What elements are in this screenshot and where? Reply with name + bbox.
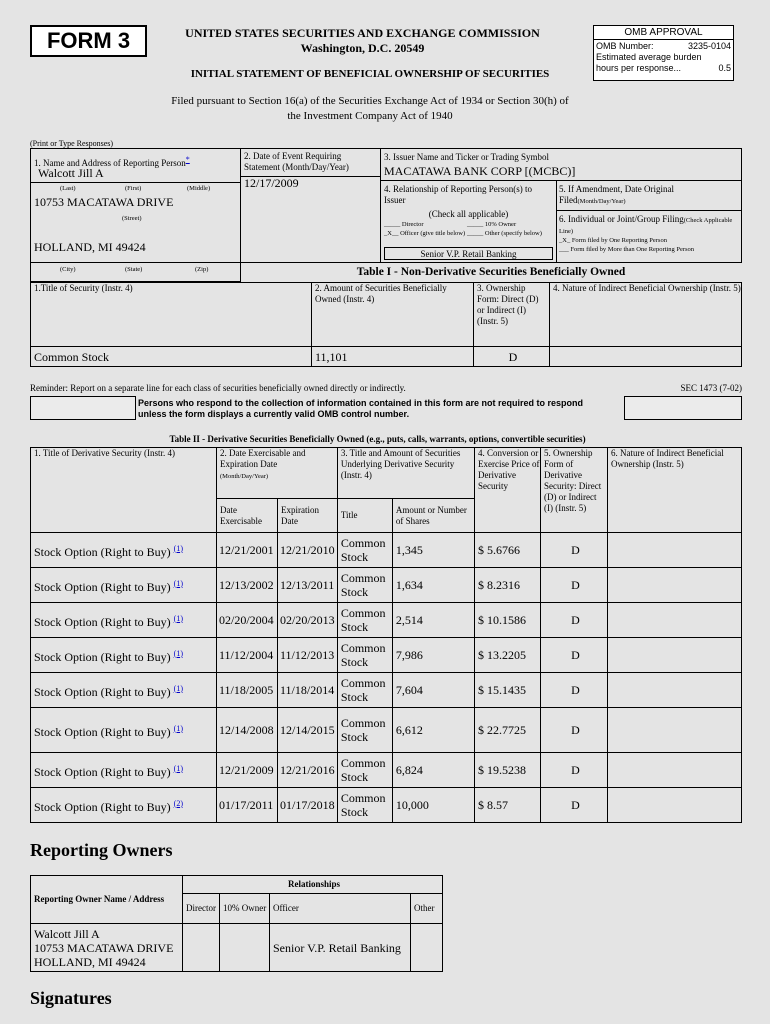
exercise-price: $ 10.1586 — [475, 603, 541, 638]
reminder-text: Reminder: Report on a separate line for each class of securities beneficially owned directly or indirectly. — [30, 383, 406, 393]
nature-indirect — [608, 673, 742, 708]
table1-nature — [550, 347, 742, 367]
issuer-value: MACATAWA BANK CORP [(MCBC)] — [384, 164, 576, 178]
exercise-price: $ 22.7725 — [475, 708, 541, 753]
footnote-star-link[interactable]: * — [185, 155, 190, 164]
issuer-label: 3. Issuer Name and Ticker or Trading Symbol — [384, 152, 549, 162]
state-label: (State) — [125, 266, 143, 273]
table-row — [31, 673, 742, 708]
table-row — [31, 753, 742, 788]
officer-header: Officer — [270, 894, 411, 924]
zip-label: (Zip) — [195, 266, 209, 273]
footnote-link[interactable]: (1) — [173, 613, 183, 623]
derivative-title: Stock Option (Right to Buy) $^{(1)}$ — [31, 638, 217, 673]
ownership-form: D — [541, 753, 608, 788]
director-option[interactable]: _____ Director — [384, 221, 424, 228]
owner-name-header: Reporting Owner Name / Address — [31, 876, 183, 924]
table2-col3b: Amount or Number of Shares — [392, 499, 474, 533]
ten-percent-header: 10% Owner — [220, 894, 270, 924]
table-row — [31, 568, 742, 603]
middle-label: (Middle) — [187, 185, 211, 192]
street-value: 10753 MACATAWA DRIVE — [34, 195, 174, 209]
agency-location: Washington, D.C. 20549 — [300, 41, 425, 55]
footnote-link[interactable]: (1) — [173, 683, 183, 693]
sec-code: SEC 1473 (7-02) — [680, 383, 742, 393]
underlying-title: Common Stock — [337, 568, 392, 603]
agency-title: UNITED STATES SECURITIES AND EXCHANGE COMMISSION — [185, 26, 540, 40]
exercise-price: $ 13.2205 — [475, 638, 541, 673]
table1-col3: 3. Ownership Form: Direct (D) or Indirect (I) (Instr. 5) — [474, 283, 550, 347]
table1-col1: 1.Title of Security (Instr. 4) — [31, 283, 312, 347]
table-row — [31, 788, 742, 823]
date-exercisable: 12/21/2001 — [217, 533, 278, 568]
table1-col2: 2. Amount of Securities Beneficially Owned (Instr. 4) — [312, 283, 474, 347]
date-exercisable: 11/12/2004 — [217, 638, 278, 673]
amendment-label: 5. If Amendment, Date Original Filed(Month/Day/Year) — [559, 184, 674, 205]
expiration-date: 11/12/2013 — [278, 638, 338, 673]
nature-indirect — [608, 753, 742, 788]
nature-indirect — [608, 638, 742, 673]
ownership-form: D — [541, 603, 608, 638]
last-label: (Last) — [60, 185, 76, 192]
derivative-title: Stock Option (Right to Buy) $^{(1)}$ — [31, 533, 217, 568]
amendment-sub: (Month/Day/Year) — [577, 198, 626, 205]
expiration-date: 12/13/2011 — [278, 568, 338, 603]
first-label: (First) — [125, 185, 142, 192]
exercise-price: $ 19.5238 — [475, 753, 541, 788]
persons-note-left-box — [30, 396, 136, 420]
underlying-title: Common Stock — [337, 673, 392, 708]
derivative-title: Stock Option (Right to Buy) $^{(2)}$ — [31, 788, 217, 823]
nature-indirect — [608, 708, 742, 753]
filed-pursuant-line-1: Filed pursuant to Section 16(a) of the Securities Exchange Act of 1934 or Section 30(h) of — [171, 95, 569, 107]
expiration-date: 12/14/2015 — [278, 708, 338, 753]
footnote-link[interactable]: (1) — [173, 543, 183, 553]
individual-line-1[interactable]: _X_ Form filed by One Reporting Person — [559, 237, 667, 244]
underlying-title: Common Stock — [337, 708, 392, 753]
table-row — [31, 347, 742, 367]
table-row — [31, 603, 742, 638]
reporting-owners-heading: Reporting Owners — [30, 840, 173, 860]
exercise-price: $ 8.2316 — [475, 568, 541, 603]
footnote-link[interactable]: (1) — [173, 763, 183, 773]
underlying-title: Common Stock — [337, 533, 392, 568]
persons-note-1: Persons who respond to the collection of information contained in this form are not required to respond — [138, 398, 584, 408]
reporting-person-label: 1. Name and Address of Reporting Person* — [34, 155, 190, 168]
date-exercisable: 11/18/2005 — [217, 673, 278, 708]
owner-other-cell — [411, 924, 443, 972]
ownership-form: D — [541, 673, 608, 708]
underlying-amount: 2,514 — [392, 603, 474, 638]
owner-ten-percent-cell — [220, 924, 270, 972]
other-option[interactable]: _____ Other (specify below) — [467, 230, 542, 237]
ownership-form: D — [541, 568, 608, 603]
underlying-amount: 6,612 — [392, 708, 474, 753]
table1 — [30, 282, 742, 367]
underlying-amount: 7,604 — [392, 673, 474, 708]
event-date-label: 2. Date of Event Requiring Statement (Month/Day/Year) — [244, 151, 349, 172]
officer-title-value: Senior V.P. Retail Banking — [384, 247, 553, 260]
table1-title: Table I - Non-Derivative Securities Beneficially Owned — [356, 266, 626, 278]
table2-col3: 3. Title and Amount of Securities Underlying Derivative Security (Instr. 4) — [337, 448, 474, 499]
expiration-date: 01/17/2018 — [278, 788, 338, 823]
footnote-link[interactable]: (1) — [173, 723, 183, 733]
date-exercisable: 12/21/2009 — [217, 753, 278, 788]
date-exercisable: 12/13/2002 — [217, 568, 278, 603]
reporting-owners-table — [30, 875, 443, 972]
expiration-date: 12/21/2016 — [278, 753, 338, 788]
underlying-amount: 7,986 — [392, 638, 474, 673]
table-row — [31, 708, 742, 753]
underlying-amount: 6,824 — [392, 753, 474, 788]
omb-number-value: 3235-0104 — [687, 41, 731, 51]
director-header: Director — [183, 894, 220, 924]
other-header: Other — [411, 894, 443, 924]
officer-option[interactable]: _X__ Officer (give title below) — [384, 230, 466, 237]
table2-col3a: Title — [337, 499, 392, 533]
derivative-title: Stock Option (Right to Buy) $^{(1)}$ — [31, 753, 217, 788]
omb-approval-box — [593, 25, 734, 81]
derivative-title: Stock Option (Right to Buy) $^{(1)}$ — [31, 603, 217, 638]
table-row — [31, 924, 443, 972]
table2-col2a: Date Exercisable — [217, 499, 278, 533]
owner-officer-title: Senior V.P. Retail Banking — [270, 924, 411, 972]
table2-title: Table II - Derivative Securities Beneficially Owned (e.g., puts, calls, warrants, options, convertible securities) — [169, 434, 586, 444]
table1-security-title: Common Stock — [31, 347, 312, 367]
underlying-title: Common Stock — [337, 603, 392, 638]
nature-indirect — [608, 788, 742, 823]
city-value: HOLLAND, MI 49424 — [34, 240, 146, 254]
table2-col5: 5. Ownership Form of Derivative Security: Direct (D) or Indirect (I) (Instr. 5) — [541, 448, 608, 533]
nature-indirect — [608, 568, 742, 603]
ownership-form: D — [541, 533, 608, 568]
reporting-person-name: Walcott Jill A — [38, 166, 104, 180]
signatures-heading: Signatures — [30, 988, 112, 1008]
underlying-amount: 1,634 — [392, 568, 474, 603]
exercise-price: $ 5.6766 — [475, 533, 541, 568]
check-all-label: (Check all applicable) — [428, 209, 509, 219]
nature-indirect — [608, 603, 742, 638]
derivative-title: Stock Option (Right to Buy) $^{(1)}$ — [31, 708, 217, 753]
event-date-value: 12/17/2009 — [244, 176, 299, 190]
table2-col1: 1. Title of Derivative Security (Instr. 4) — [31, 448, 217, 533]
table2-col2-sub: (Month/Day/Year) — [220, 473, 269, 480]
persons-note-right-box — [624, 396, 742, 420]
footnote-link[interactable]: (2) — [173, 798, 183, 808]
date-exercisable: 12/14/2008 — [217, 708, 278, 753]
table1-col4: 4. Nature of Indirect Beneficial Ownership (Instr. 5) — [550, 283, 742, 347]
underlying-title: Common Stock — [337, 753, 392, 788]
expiration-date: 12/21/2010 — [278, 533, 338, 568]
owner-name-address: Walcott Jill A 10753 MACATAWA DRIVE HOLLAND, MI 49424 — [31, 924, 183, 972]
omb-burden-label: hours per response... — [596, 63, 682, 73]
table2-col2b: Expiration Date — [278, 499, 338, 533]
table1-amount: 11,101 — [312, 347, 474, 367]
print-type-note: (Print or Type Responses) — [30, 139, 114, 148]
underlying-amount: 10,000 — [392, 788, 474, 823]
exercise-price: $ 8.57 — [475, 788, 541, 823]
ten-percent-option[interactable]: _____ 10% Owner — [467, 221, 517, 228]
ownership-form: D — [541, 708, 608, 753]
date-exercisable: 01/17/2011 — [217, 788, 278, 823]
individual-line-2[interactable]: ___ Form filed by More than One Reporting Person — [559, 246, 695, 253]
owner-director-cell — [183, 924, 220, 972]
expiration-date: 11/18/2014 — [278, 673, 338, 708]
underlying-amount: 1,345 — [392, 533, 474, 568]
individual-filing-sub: (Check Applicable Line) — [559, 217, 733, 235]
ownership-form: D — [541, 638, 608, 673]
city-label: (City) — [60, 266, 76, 273]
table-row — [31, 638, 742, 673]
form-label: FORM 3 — [30, 25, 147, 57]
omb-number-label: OMB Number: — [596, 41, 654, 51]
underlying-title: Common Stock — [337, 638, 392, 673]
street-label: (Street) — [122, 215, 142, 222]
footnote-link[interactable]: (1) — [173, 578, 183, 588]
relationships-header: Relationships — [183, 876, 443, 894]
footnote-link[interactable]: (1) — [173, 648, 183, 658]
date-exercisable: 02/20/2004 — [217, 603, 278, 638]
table1-ownership-form: D — [474, 347, 550, 367]
derivative-title: Stock Option (Right to Buy) $^{(1)}$ — [31, 568, 217, 603]
filed-pursuant-line-2: the Investment Company Act of 1940 — [287, 110, 453, 122]
table2 — [30, 447, 742, 823]
form-title: INITIAL STATEMENT OF BENEFICIAL OWNERSHIP OF SECURITIES — [190, 68, 550, 80]
expiration-date: 02/20/2013 — [278, 603, 338, 638]
exercise-price: $ 15.1435 — [475, 673, 541, 708]
relationship-label: 4. Relationship of Reporting Person(s) to Issuer — [384, 184, 532, 205]
table2-col6: 6. Nature of Indirect Beneficial Ownership (Instr. 5) — [608, 448, 742, 533]
table-row — [31, 533, 742, 568]
ownership-form: D — [541, 788, 608, 823]
omb-burden-value: 0.5 — [718, 63, 731, 73]
nature-indirect — [608, 533, 742, 568]
table2-col2: 2. Date Exercisable and Expiration Date (Month/Day/Year) — [217, 448, 338, 499]
persons-note-2: unless the form displays a currently valid OMB control number. — [138, 409, 410, 419]
omb-title: OMB APPROVAL — [594, 26, 733, 40]
individual-filing-label: 6. Individual or Joint/Group Filing(Check Applicable Line) — [559, 214, 733, 235]
derivative-title: Stock Option (Right to Buy) $^{(1)}$ — [31, 673, 217, 708]
underlying-title: Common Stock — [337, 788, 392, 823]
omb-burden-line: Estimated average burden — [596, 52, 702, 62]
table2-col4: 4. Conversion or Exercise Price of Derivative Security — [475, 448, 541, 533]
